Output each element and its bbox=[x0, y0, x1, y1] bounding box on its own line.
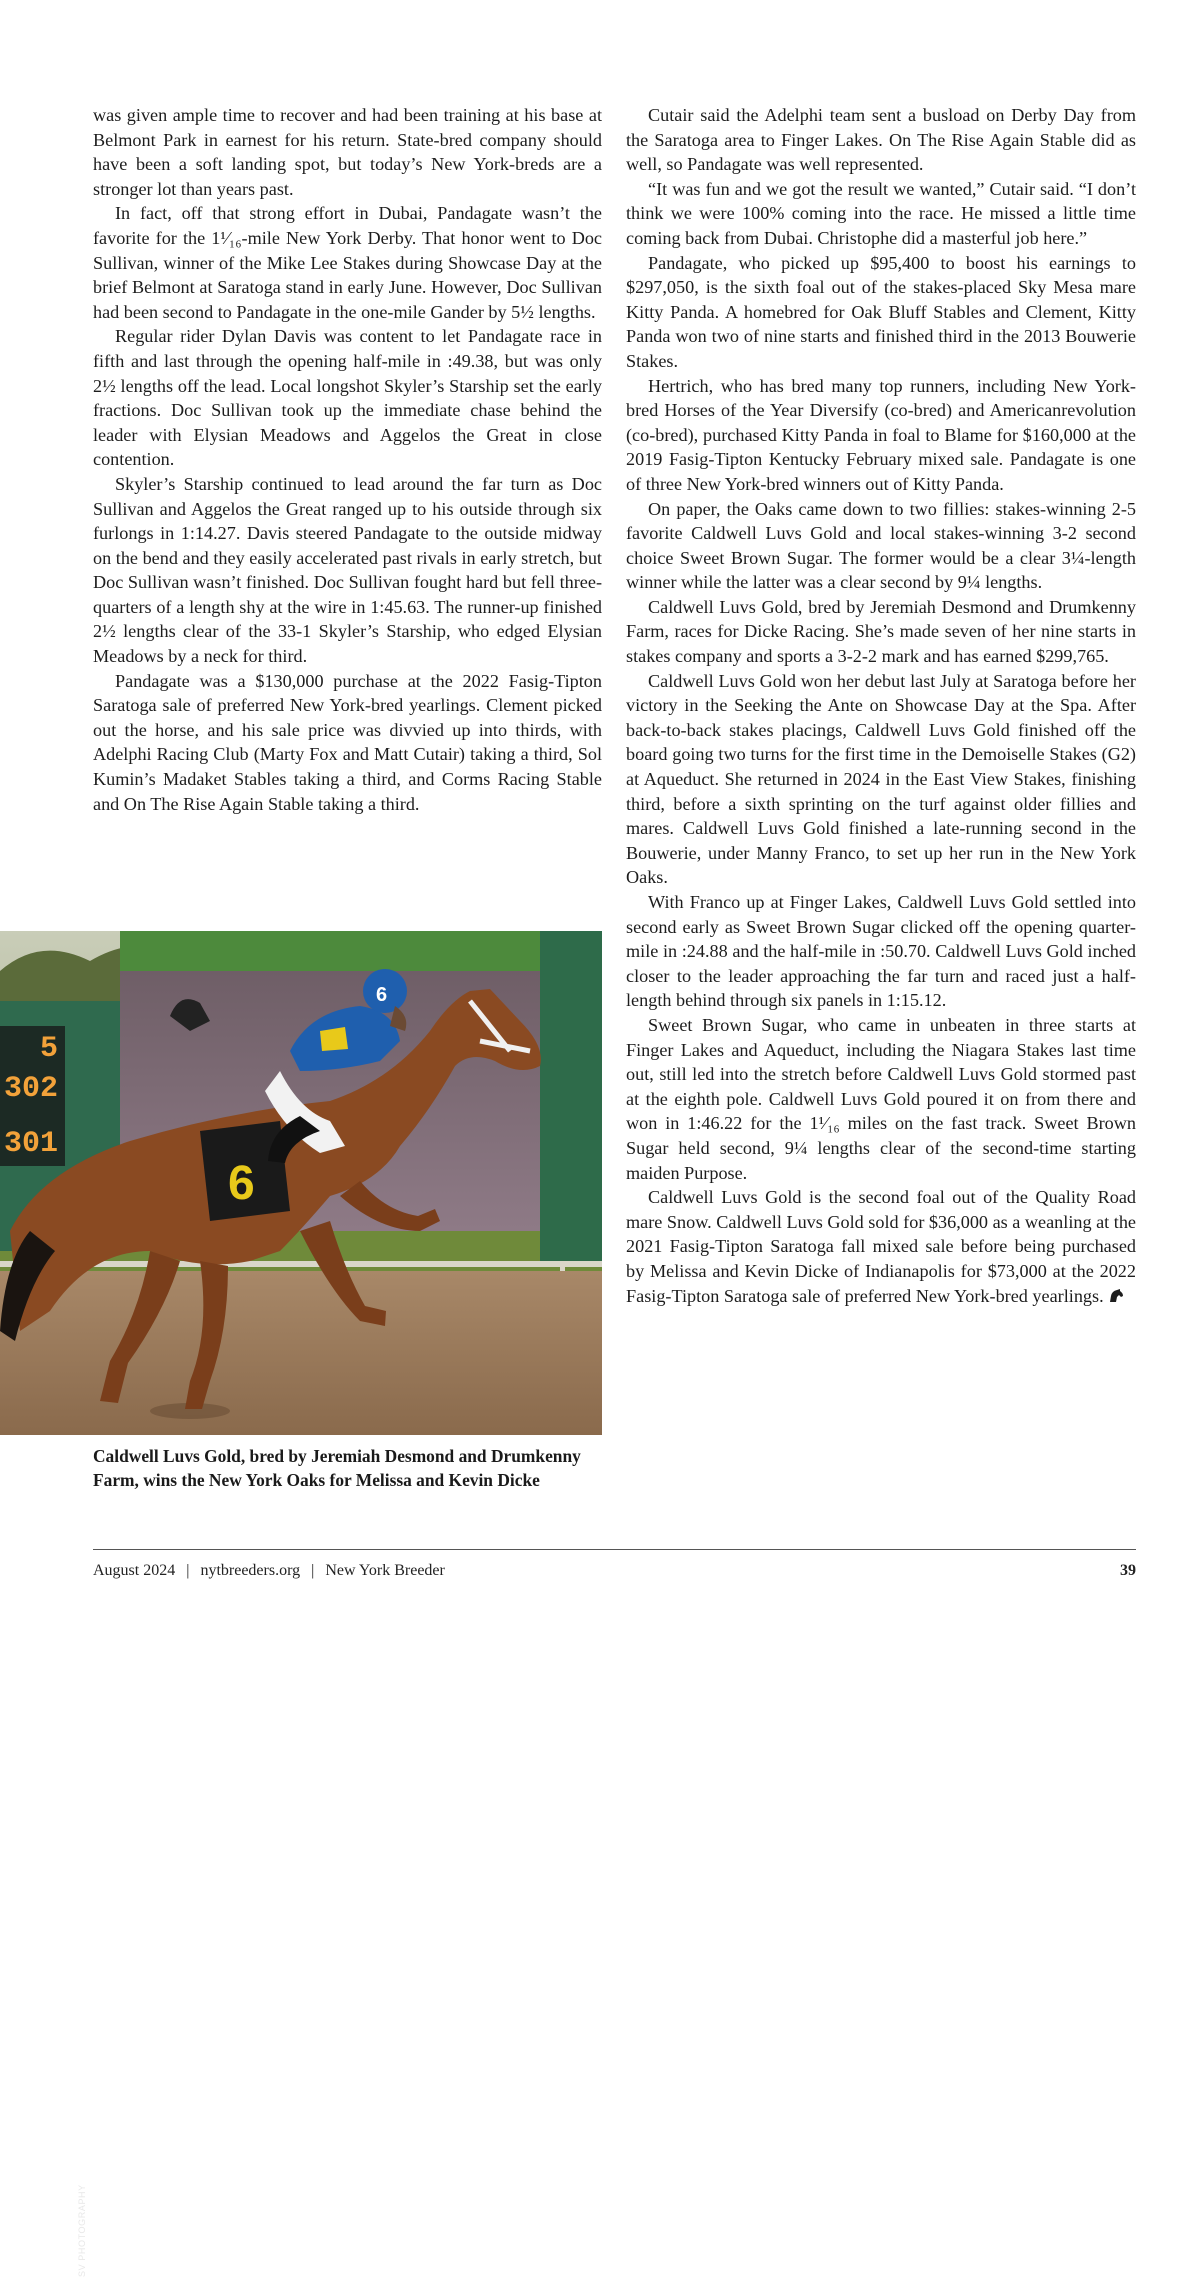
photo-credit: SV PHOTOGRAPHY bbox=[77, 2184, 87, 2277]
paragraph: Caldwell Luvs Gold, bred by Jeremiah Desmond and Drumkenny Farm, races for Dicke Racing. She’s made seven of her nine starts in stakes company and sports a 3-2-2 mark and has earned $299,765. bbox=[626, 596, 1136, 667]
article-left-column bbox=[93, 103, 602, 816]
paragraph: Sweet Brown Sugar, who came in unbeaten in three starts at Finger Lakes and Aqueduct, including the Niagara Stakes last time out, still led into the stretch before Caldwell Luvs Gold stormed past at the eighth pole. Caldwell Luvs Gold poured it on from there and won in 1:46.22 for the 1¹⁄₁₆ miles on the fast track. Sweet Brown Sugar held second, 9¼ lengths clear of the second-time starting maiden Purpose. bbox=[626, 1014, 1136, 1183]
paragraph: With Franco up at Finger Lakes, Caldwell Luvs Gold settled into second early as Sweet Brown Sugar clicked off the opening quarter-mile in :24.88 and the half-mile in :50.70. Caldwell Luvs Gold inched closer to the leader approaching the far turn and raced just a half-length behind through six panels in 1:15.12. bbox=[626, 892, 1136, 1011]
footer-divider bbox=[93, 1549, 1136, 1550]
paragraph: On paper, the Oaks came down to two fillies: stakes-winning 2-5 favorite Caldwell Luvs Gold and local stakes-winning 3-2 second choice Sweet Brown Sugar. The former would be a clear 3¼-length winner while the latter was a clear second by 9¼ lengths. bbox=[626, 498, 1136, 593]
page-number: 39 bbox=[1120, 1562, 1136, 1579]
helmet-number: 6 bbox=[376, 984, 388, 1006]
footer-separator: | bbox=[186, 1562, 190, 1579]
horse-head-icon bbox=[1108, 1289, 1124, 1303]
paragraph: Skyler’s Starship continued to lead around the far turn as Doc Sullivan and Aggelos the Great ranged up to his outside through six furlongs in 1:14.27. Davis steered Pandagate to the outside midway on the bend and they easily accelerated past rivals in early stretch, but Doc Sullivan wasn’t finished. Doc Sullivan fought hard but fell three-quarters of a length shy at the wire in 1:45.63. The runner-up finished 2½ lengths clear of the 33-1 Skyler’s Starship, who edged Elysian Meadows by a neck for third. bbox=[93, 473, 602, 667]
paragraph: Pandagate was a $130,000 purchase at the 2022 Fasig-Tipton Saratoga sale of preferred New York-bred yearlings. Clement picked out the horse, and his sale price was divvied up into thirds, with Adelphi Racing Club (Marty Fox and Matt Cutair) taking a third, Sol Kumin’s Madaket Stables taking a third, and Corms Racing Stable and On The Rise Again Stable taking a third. bbox=[93, 670, 602, 814]
footer-separator: | bbox=[311, 1562, 315, 1579]
paragraph: was given ample time to recover and had been training at his base at Belmont Park in earnest for his return. State-bred company should have been a soft landing spot, but today’s New York-breds are a stronger lot than years past. bbox=[93, 105, 602, 199]
paragraph: Caldwell Luvs Gold won her debut last July at Saratoga before her victory in the Seeking the Ante on Showcase Day at the Spa. After back-to-back stakes placings, Caldwell Luvs Gold finished off the board going two turns for the first time in the Demoiselle Stakes (G2) at Aqueduct. She returned in 2024 in the East View Stakes, finishing third, before a sixth sprinting on the turf against older fillies and mares. Caldwell Luvs Gold finished a late-running second in the Bouwerie, under Manny Franco, to set up her run in the New York Oaks. bbox=[626, 670, 1136, 888]
page-footer bbox=[93, 1562, 1136, 1580]
paragraph-last bbox=[626, 1185, 1136, 1308]
footer-issue: August 2024 bbox=[93, 1562, 176, 1579]
saddlecloth-number: 6 bbox=[228, 1157, 255, 1210]
tote-board-value: 5 bbox=[39, 1032, 58, 1066]
tote-board-value: 301 bbox=[3, 1127, 58, 1161]
paragraph: Regular rider Dylan Davis was content to let Pandagate race in fifth and last through the opening half-mile in :49.38, but was only 2½ lengths off the lead. Local longshot Skyler’s Starship set the early fractions. Doc Sullivan took up the immediate chase behind the leader with Elysian Meadows and Aggelos the Great in close contention. bbox=[93, 326, 602, 470]
paragraph: “It was fun and we got the result we wanted,” Cutair said. “I don’t think we were 100% coming into the race. He missed a little time coming back from Dubai. Christophe did a masterful job here.” bbox=[626, 178, 1136, 248]
paragraph: Cutair said the Adelphi team sent a busload on Derby Day from the Saratoga area to Finger Lakes. On The Rise Again Stable did as well, so Pandagate was well represented. bbox=[626, 105, 1136, 175]
paragraph: Hertrich, who has bred many top runners, including New York-bred Horses of the Year Diversify (co-bred) and Americanrevolution (co-bred), purchased Kitty Panda in foal to Blame for $160,000 at the 2019 Fasig-Tipton Kentucky February mixed sale. Pandagate is one of three New York-bred winners out of Kitty Panda. bbox=[626, 375, 1136, 494]
paragraph: Pandagate, who picked up $95,400 to boost his earnings to $297,050, is the sixth foal out of the stakes-placed Sky Mesa mare Kitty Panda. A homebred for Oak Bluff Stables and Clement, Kitty Panda won two of nine starts and finished third in the 2013 Bouwerie Stakes. bbox=[626, 252, 1136, 371]
photo-caption: Caldwell Luvs Gold, bred by Jeremiah Desmond and Drumkenny Farm, wins the New York Oaks for Melissa and Kevin Dicke bbox=[93, 1446, 581, 1490]
race-photo-illustration bbox=[0, 931, 602, 1435]
footer-publication: New York Breeder bbox=[325, 1562, 445, 1579]
footer-website: nytbreeders.org bbox=[200, 1562, 301, 1579]
paragraph-last-text: Caldwell Luvs Gold is the second foal out of the Quality Road mare Snow. Caldwell Luvs Gold sold for $36,000 as a weanling at the 2021 Fasig-Tipton Saratoga fall mixed sale before being purchased by Melissa and Kevin Dicke of Indianapolis for $73,000 at the 2022 Fasig-Tipton Saratoga sale of preferred New York-bred yearlings. bbox=[626, 1187, 1136, 1306]
paragraph: In fact, off that strong effort in Dubai, Pandagate wasn’t the favorite for the 1¹⁄₁₆-mile New York Derby. That honor went to Doc Sullivan, winner of the Mike Lee Stakes during Showcase Day at the brief Belmont at Saratoga stand in early June. However, Doc Sullivan had been second to Pandagate in the one-mile Gander by 5½ lengths. bbox=[93, 203, 602, 322]
article-right-column bbox=[626, 103, 1136, 1308]
tote-board-value: 302 bbox=[3, 1072, 58, 1106]
